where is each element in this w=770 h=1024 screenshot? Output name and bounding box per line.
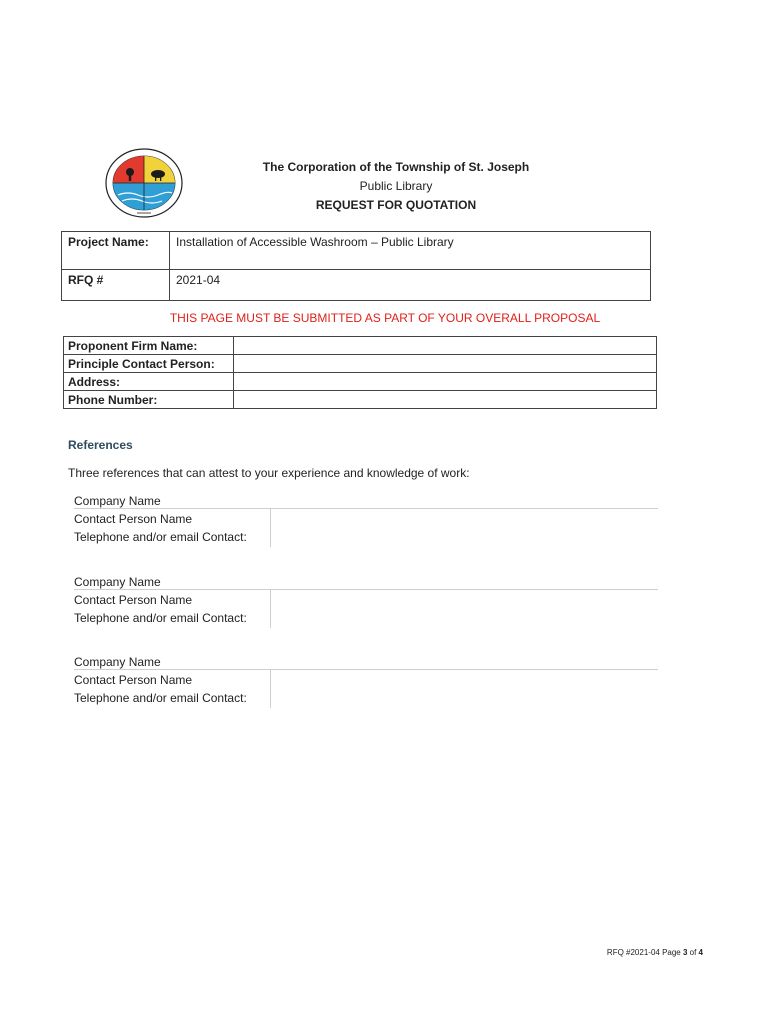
reference-field-divider [270, 670, 271, 708]
reference-divider [74, 589, 658, 590]
project-info-table [61, 231, 651, 301]
project-name-row [62, 232, 651, 270]
firm-name-field[interactable] [234, 337, 657, 355]
rfq-number-value: 2021-04 [170, 270, 651, 301]
reference-divider [74, 669, 658, 670]
township-seal-logo [104, 147, 184, 219]
references-heading: References [68, 438, 133, 452]
company-name-label: Company Name [74, 655, 161, 669]
address-field[interactable] [234, 373, 657, 391]
phone-number-row [64, 391, 657, 409]
reference-divider [74, 508, 658, 509]
contact-person-label: Principle Contact Person: [64, 355, 234, 373]
contact-person-field[interactable] [234, 355, 657, 373]
phone-number-label: Phone Number: [64, 391, 234, 409]
reference-field-divider [270, 590, 271, 628]
reference-block-2 [74, 573, 658, 629]
contact-person-name-label: Contact Person Name [74, 593, 193, 607]
project-name-value: Installation of Accessible Washroom – Public Library [170, 232, 651, 270]
contact-person-name-label: Contact Person Name [74, 673, 193, 687]
firm-name-row [64, 337, 657, 355]
reference-field-divider [270, 509, 271, 547]
document-title: REQUEST FOR QUOTATION [315, 198, 477, 212]
footer-of: of [687, 948, 699, 957]
reference-block-1 [74, 492, 658, 548]
rfq-number-label: RFQ # [62, 270, 170, 301]
department-name: Public Library [359, 179, 433, 193]
project-name-label: Project Name: [62, 232, 170, 270]
references-intro: Three references that can attest to your experience and knowledge of work: [68, 466, 470, 480]
address-label: Address: [64, 373, 234, 391]
footer-prefix: RFQ #2021-04 Page [606, 948, 683, 957]
organization-name: The Corporation of the Township of St. Joseph [262, 160, 530, 174]
telephone-email-label: Telephone and/or email Contact: [74, 530, 247, 544]
contact-person-row [64, 355, 657, 373]
rfq-number-row [62, 270, 651, 301]
firm-name-label: Proponent Firm Name: [64, 337, 234, 355]
footer-page-number: 3 [682, 948, 688, 957]
telephone-email-label: Telephone and/or email Contact: [74, 691, 247, 705]
proponent-table [63, 336, 657, 409]
company-name-label: Company Name [74, 494, 161, 508]
footer-total-pages: 4 [698, 948, 703, 957]
telephone-email-label: Telephone and/or email Contact: [74, 611, 247, 625]
submission-notice: THIS PAGE MUST BE SUBMITTED AS PART OF YOUR OVERALL PROPOSAL [169, 311, 601, 325]
phone-number-field[interactable] [234, 391, 657, 409]
company-name-label: Company Name [74, 575, 161, 589]
page-footer [607, 948, 703, 957]
reference-block-3 [74, 653, 658, 709]
contact-person-name-label: Contact Person Name [74, 512, 193, 526]
address-row [64, 373, 657, 391]
